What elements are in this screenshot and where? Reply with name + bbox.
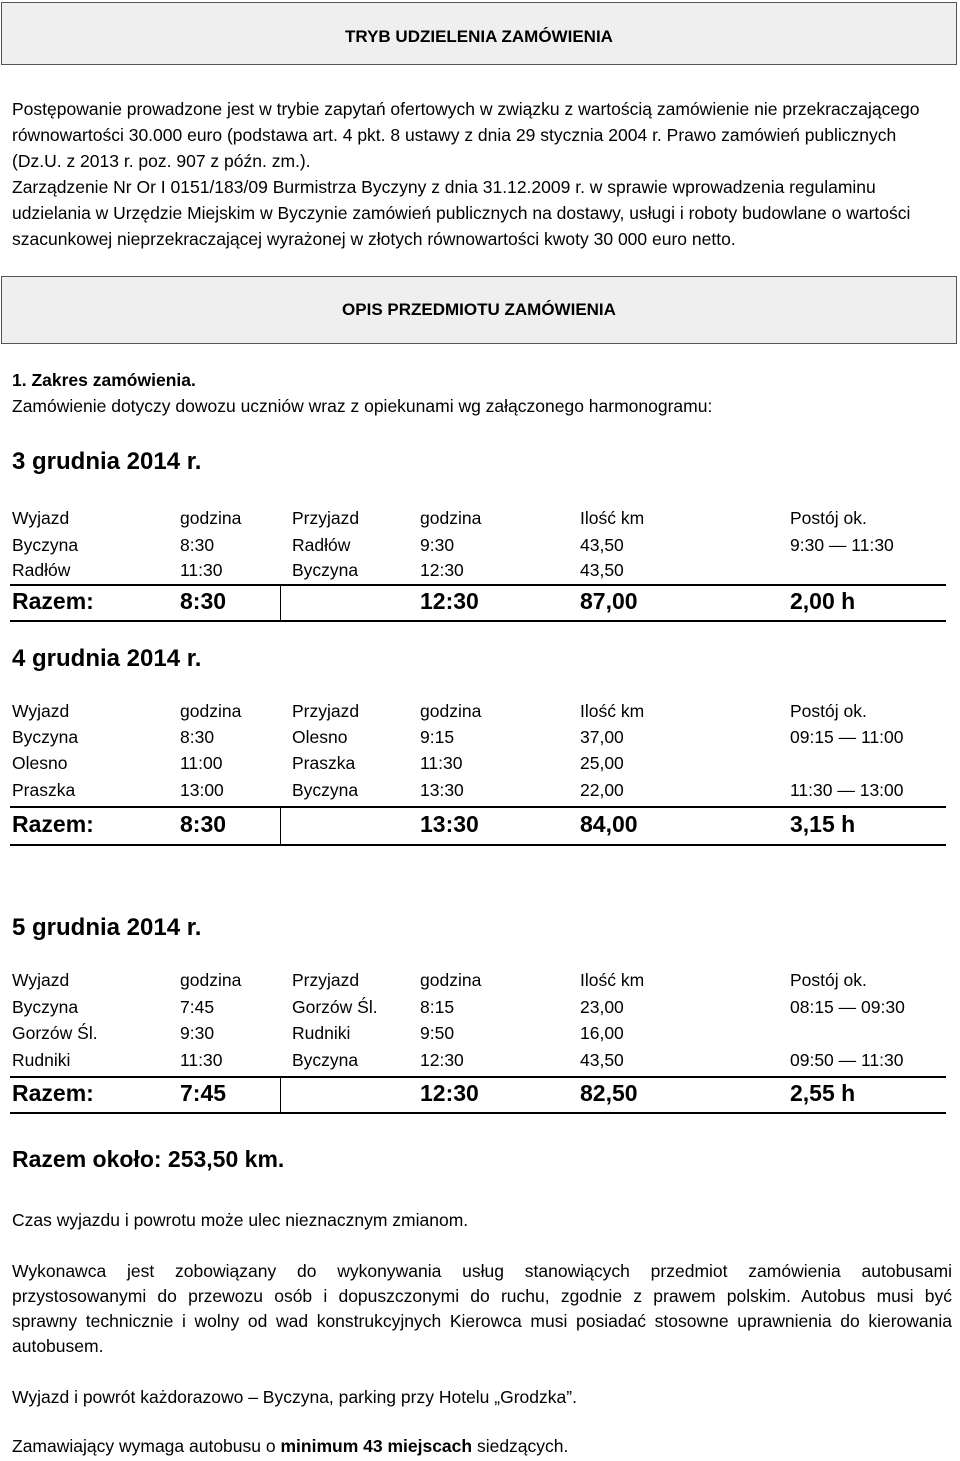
cell-departure: Byczyna (12, 727, 79, 747)
table-divider (280, 584, 281, 620)
legal-line: udzielania w Urzędzie Miejskim w Byczynie zamówień publicznych na dostawy, usługi i roboty budowlane o wartości (12, 203, 911, 223)
header-arrival: Przyjazd (292, 970, 360, 990)
total-departure: 8:30 (180, 811, 227, 837)
cell-time: 8:30 (180, 727, 215, 747)
header-time: godzina (420, 508, 482, 528)
header-time: godzina (180, 970, 242, 990)
total-km: 84,00 (580, 811, 638, 837)
cell-km: 16,00 (580, 1023, 624, 1043)
header-departure: Wyjazd (12, 970, 70, 990)
header-km: Ilość km (580, 970, 645, 990)
cell-stop: 09:50 — 11:30 (790, 1050, 904, 1070)
header-departure: Wyjazd (12, 508, 70, 528)
capacity-requirement (12, 1436, 568, 1457)
capacity-emphasis: minimum 43 miejscach (280, 1436, 473, 1456)
cell-departure: Radłów (12, 560, 71, 580)
cell-stop: 09:15 — 11:00 (790, 727, 904, 747)
cell-km: 23,00 (580, 997, 624, 1017)
scope-heading: 1. Zakres zamówienia. (12, 370, 196, 390)
cell-time: 9:30 (420, 535, 455, 555)
table-divider (10, 806, 946, 808)
total-arrival: 12:30 (420, 1080, 479, 1106)
capacity-suffix: siedzących. (472, 1436, 569, 1456)
cell-time: 13:00 (180, 780, 224, 800)
requirement-line: sprawny technicznie i wolny od wad konstrukcyjnych Kierowca musi posiadać stosowne uprawnienia do kierowania (12, 1311, 952, 1331)
header-departure: Wyjazd (12, 701, 70, 721)
day-heading: 3 grudnia 2014 r. (12, 448, 202, 475)
capacity-prefix: Zamawiający wymaga autobusu o (12, 1436, 281, 1456)
header-time: godzina (180, 508, 242, 528)
total-departure: 8:30 (180, 588, 227, 614)
cell-arrival: Rudniki (292, 1023, 351, 1043)
departure-note: Wyjazd i powrót każdorazowo – Byczyna, parking przy Hotelu „Grodzka”. (12, 1387, 577, 1407)
table-divider (10, 620, 946, 622)
header-time: godzina (420, 970, 482, 990)
table-divider (280, 1076, 281, 1112)
cell-departure: Byczyna (12, 535, 79, 555)
legal-line: równowartości 30.000 euro (podstawa art. 4 pkt. 8 ustawy z dnia 29 stycznia 2004 r. Prawo zamówień publicznych (12, 125, 897, 145)
requirement-line: autobusem. (12, 1336, 104, 1356)
header-km: Ilość km (580, 508, 645, 528)
cell-time: 8:30 (180, 535, 215, 555)
cell-time: 11:00 (180, 753, 223, 773)
total-arrival: 13:30 (420, 811, 479, 837)
scope-text: Zamówienie dotyczy dowozu uczniów wraz z opiekunami wg załączonego harmonogramu: (12, 396, 713, 416)
total-stop: 2,55 h (790, 1080, 856, 1106)
time-change-note: Czas wyjazdu i powrotu może ulec nieznacznym zmianom. (12, 1210, 469, 1230)
total-km: 87,00 (580, 588, 638, 614)
requirement-line: przystosowanymi do przewozu osób i dopuszczonymi do ruchu, zgodnie z prawem polskim. Autobus musi być (12, 1286, 952, 1306)
cell-time: 12:30 (420, 560, 464, 580)
total-stop: 3,15 h (790, 811, 856, 837)
cell-km: 43,50 (580, 560, 624, 580)
cell-arrival: Byczyna (292, 780, 359, 800)
cell-departure: Praszka (12, 780, 76, 800)
cell-stop: 11:30 — 13:00 (790, 780, 904, 800)
cell-departure: Byczyna (12, 997, 79, 1017)
cell-time: 9:30 (180, 1023, 215, 1043)
cell-arrival: Radłów (292, 535, 351, 555)
section-banner-description (1, 276, 957, 344)
header-stop: Postój ok. (790, 701, 867, 721)
cell-arrival: Byczyna (292, 1050, 359, 1070)
legal-line: Zarządzenie Nr Or I 0151/183/09 Burmistrza Byczyny z dnia 31.12.2009 r. w sprawie wprowadzenia regulaminu (12, 177, 876, 197)
total-label: Razem: (12, 811, 94, 837)
header-arrival: Przyjazd (292, 508, 360, 528)
total-stop: 2,00 h (790, 588, 856, 614)
cell-stop: 08:15 — 09:30 (790, 997, 905, 1017)
table-divider (280, 806, 281, 844)
table-divider (10, 844, 946, 846)
cell-departure: Gorzów Śl. (12, 1023, 98, 1043)
requirement-line: Wykonawca jest zobowiązany do wykonywania usług stanowiących przedmiot zamówienia autobusami (12, 1261, 952, 1281)
cell-km: 43,50 (580, 535, 624, 555)
legal-line: (Dz.U. z 2013 r. poz. 907 z późn. zm.). (12, 151, 311, 171)
cell-arrival: Gorzów Śl. (292, 997, 378, 1017)
legal-basis-paragraph (12, 96, 952, 252)
cell-km: 43,50 (580, 1050, 624, 1070)
grand-total: Razem około: 253,50 km. (12, 1146, 285, 1172)
header-stop: Postój ok. (790, 970, 867, 990)
cell-km: 37,00 (580, 727, 624, 747)
total-km: 82,50 (580, 1080, 638, 1106)
contractor-requirements (12, 1259, 952, 1359)
cell-time: 11:30 (180, 560, 223, 580)
cell-time: 8:15 (420, 997, 455, 1017)
day-heading: 4 grudnia 2014 r. (12, 645, 202, 672)
cell-time: 13:30 (420, 780, 464, 800)
cell-km: 25,00 (580, 753, 624, 773)
legal-line: Postępowanie prowadzone jest w trybie zapytań ofertowych w związku z wartością zamówienie nie przekraczającego (12, 99, 920, 119)
table-divider (10, 1112, 946, 1114)
total-label: Razem: (12, 1080, 94, 1106)
cell-time: 9:15 (420, 727, 455, 747)
total-arrival: 12:30 (420, 588, 479, 614)
cell-stop: 9:30 — 11:30 (790, 535, 894, 555)
cell-departure: Rudniki (12, 1050, 71, 1070)
cell-arrival: Praszka (292, 753, 356, 773)
cell-arrival: Olesno (292, 727, 348, 747)
total-departure: 7:45 (180, 1080, 227, 1106)
total-label: Razem: (12, 588, 94, 614)
cell-time: 11:30 (180, 1050, 223, 1070)
header-time: godzina (420, 701, 482, 721)
cell-time: 11:30 (420, 753, 463, 773)
table-divider (10, 1076, 946, 1078)
cell-time: 9:50 (420, 1023, 455, 1043)
banner-title: TRYB UDZIELENIA ZAMÓWIENIA (345, 27, 613, 46)
cell-arrival: Byczyna (292, 560, 359, 580)
header-stop: Postój ok. (790, 508, 867, 528)
table-divider (10, 584, 946, 586)
cell-km: 22,00 (580, 780, 624, 800)
cell-time: 12:30 (420, 1050, 464, 1070)
banner-title: OPIS PRZEDMIOTU ZAMÓWIENIA (342, 300, 616, 319)
header-time: godzina (180, 701, 242, 721)
cell-departure: Olesno (12, 753, 68, 773)
header-arrival: Przyjazd (292, 701, 360, 721)
legal-line: szacunkowej nieprzekraczającej wyrażonej w złotych równowartości kwoty 30 000 euro netto. (12, 229, 736, 249)
section-banner-procedure (1, 2, 957, 65)
day-heading: 5 grudnia 2014 r. (12, 914, 202, 941)
cell-time: 7:45 (180, 997, 215, 1017)
header-km: Ilość km (580, 701, 645, 721)
